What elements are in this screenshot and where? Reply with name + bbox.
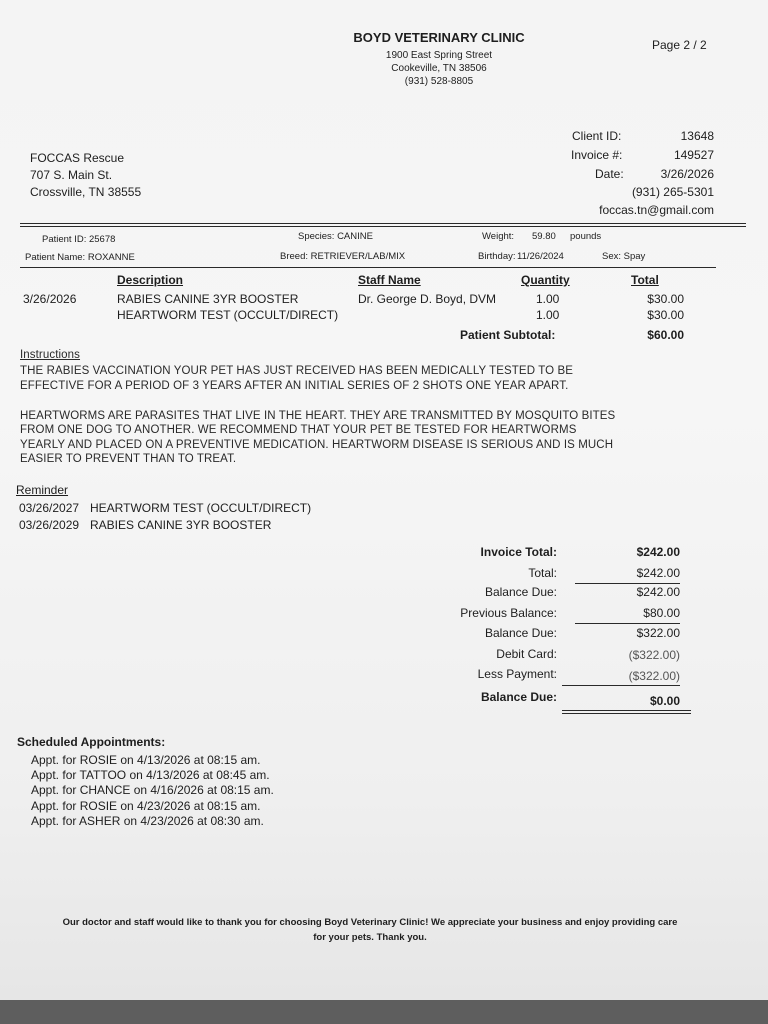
patient-weight-unit: pounds xyxy=(570,231,602,242)
divider-line xyxy=(20,226,746,227)
reminder-item: RABIES CANINE 3YR BOOSTER xyxy=(90,518,272,532)
line-item-total: $30.00 xyxy=(647,308,684,322)
column-header-description: Description xyxy=(117,273,184,287)
invoice-number-label: Invoice #: xyxy=(571,148,623,162)
invoice-total-label: Invoice Total: xyxy=(480,545,557,559)
line-item-description: RABIES CANINE 3YR BOOSTER xyxy=(117,292,299,306)
invoice-date-value: 3/26/2026 xyxy=(660,167,714,181)
footer-thank-you: for your pets. Thank you. xyxy=(313,932,427,943)
instructions-text: FROM ONE DOG TO ANOTHER. WE RECOMMEND THAT YOUR PET BE TESTED FOR HEARTWORMS xyxy=(20,424,577,436)
client-address-line2: Crossville, TN 38555 xyxy=(30,185,142,199)
line-item-description: HEARTWORM TEST (OCCULT/DIRECT) xyxy=(117,308,339,322)
instructions-heading: Instructions xyxy=(20,349,81,361)
instructions-text: EFFECTIVE FOR A PERIOD OF 3 YEARS AFTER AN INITIAL SERIES OF 2 SHOTS ONE YEAR APART. xyxy=(20,380,569,392)
patient-id: Patient ID: 25678 xyxy=(42,234,116,245)
instructions-text: THE RABIES VACCINATION YOUR PET HAS JUST RECEIVED HAS BEEN MEDICALLY TESTED TO BE xyxy=(20,365,573,377)
desk-surface xyxy=(0,1000,768,1024)
divider-line xyxy=(562,685,680,686)
appointment-item: Appt. for TATTOO on 4/13/2026 at 08:45 am. xyxy=(31,768,270,782)
patient-breed: Breed: RETRIEVER/LAB/MIX xyxy=(280,251,406,262)
client-id-value: 13648 xyxy=(680,129,714,143)
appointment-item: Appt. for ASHER on 4/23/2026 at 08:30 am. xyxy=(31,814,264,828)
column-header-total: Total xyxy=(631,273,659,287)
final-balance-due-label: Balance Due: xyxy=(480,690,557,704)
patient-species: Species: CANINE xyxy=(298,231,373,242)
clinic-phone: (931) 528-8805 xyxy=(404,76,474,87)
final-balance-due-value: $0.00 xyxy=(649,694,680,708)
total-label: Total: xyxy=(528,566,557,580)
patient-subtotal-label: Patient Subtotal: xyxy=(460,328,556,342)
line-item-total: $30.00 xyxy=(647,292,684,306)
invoice-total-value: $242.00 xyxy=(636,545,680,559)
instructions-text: HEARTWORMS ARE PARASITES THAT LIVE IN THE HEART. THEY ARE TRANSMITTED BY MOSQUITO BITES xyxy=(20,410,616,422)
column-header-staff: Staff Name xyxy=(358,273,421,287)
invoice-number-value: 149527 xyxy=(673,148,714,162)
less-payment-value: ($322.00) xyxy=(628,669,680,683)
client-phone: (931) 265-5301 xyxy=(631,185,714,199)
client-name: FOCCAS Rescue xyxy=(30,151,125,165)
invoice-date-label: Date: xyxy=(595,167,624,181)
instructions-text: EASIER TO PREVENT THAN TO TREAT. xyxy=(20,453,237,465)
appointment-item: Appt. for ROSIE on 4/13/2026 at 08:15 am. xyxy=(31,753,261,767)
appointment-item: Appt. for ROSIE on 4/23/2026 at 08:15 am. xyxy=(31,799,261,813)
client-id-label: Client ID: xyxy=(572,129,622,143)
line-item-quantity: 1.00 xyxy=(536,292,560,306)
line-item-staff: Dr. George D. Boyd, DVM xyxy=(358,292,497,306)
less-payment-label: Less Payment: xyxy=(477,667,557,681)
line-item-date: 3/26/2026 xyxy=(23,292,77,306)
patient-weight-label: Weight: xyxy=(482,231,515,242)
line-item-quantity: 1.00 xyxy=(536,308,560,322)
clinic-name: BOYD VETERINARY CLINIC xyxy=(353,30,525,45)
client-address-line1: 707 S. Main St. xyxy=(30,168,113,182)
appointment-item: Appt. for CHANCE on 4/16/2026 at 08:15 am. xyxy=(31,783,274,797)
appointments-heading: Scheduled Appointments: xyxy=(17,735,166,749)
clinic-address-line1: 1900 East Spring Street xyxy=(385,50,493,61)
divider-line xyxy=(562,710,691,711)
reminder-item: HEARTWORM TEST (OCCULT/DIRECT) xyxy=(90,501,312,515)
patient-name: Patient Name: ROXANNE xyxy=(25,252,135,263)
balance-due-value: $322.00 xyxy=(636,626,680,640)
patient-birthday-value: 11/26/2024 xyxy=(517,251,564,262)
reminder-date: 03/26/2027 xyxy=(19,501,80,515)
patient-weight-value: 59.80 xyxy=(532,231,556,242)
instructions-text: YEARLY AND PLACED ON A PREVENTIVE MEDICATION. HEARTWORM DISEASE IS SERIOUS AND IS MUCH xyxy=(20,439,614,451)
client-email: foccas.tn@gmail.com xyxy=(599,203,714,217)
balance-due-label: Balance Due: xyxy=(484,585,557,599)
previous-balance-label: Previous Balance: xyxy=(460,606,557,620)
reminder-date: 03/26/2029 xyxy=(19,518,80,532)
patient-birthday-label: Birthday: xyxy=(478,251,516,262)
patient-subtotal-value: $60.00 xyxy=(647,328,684,342)
reminder-heading: Reminder xyxy=(16,483,69,497)
column-header-quantity: Quantity xyxy=(521,273,570,287)
divider-line xyxy=(575,623,680,624)
previous-balance-value: $80.00 xyxy=(643,606,680,620)
total-value: $242.00 xyxy=(636,566,680,580)
footer-thank-you: Our doctor and staff would like to thank you for choosing Boyd Veterinary Clinic! We appreciate your business and enjoy providing care xyxy=(62,917,678,928)
balance-due-value: $242.00 xyxy=(636,585,680,599)
debit-card-value: ($322.00) xyxy=(628,648,680,662)
clinic-address-line2: Cookeville, TN 38506 xyxy=(391,63,487,74)
balance-due-label: Balance Due: xyxy=(484,626,557,640)
divider-line xyxy=(20,267,716,268)
divider-line xyxy=(575,583,680,584)
page-number: Page 2 / 2 xyxy=(652,38,707,52)
divider-line xyxy=(20,223,746,224)
debit-card-label: Debit Card: xyxy=(496,647,557,661)
divider-line xyxy=(562,713,691,714)
patient-sex: Sex: Spay xyxy=(602,251,646,262)
